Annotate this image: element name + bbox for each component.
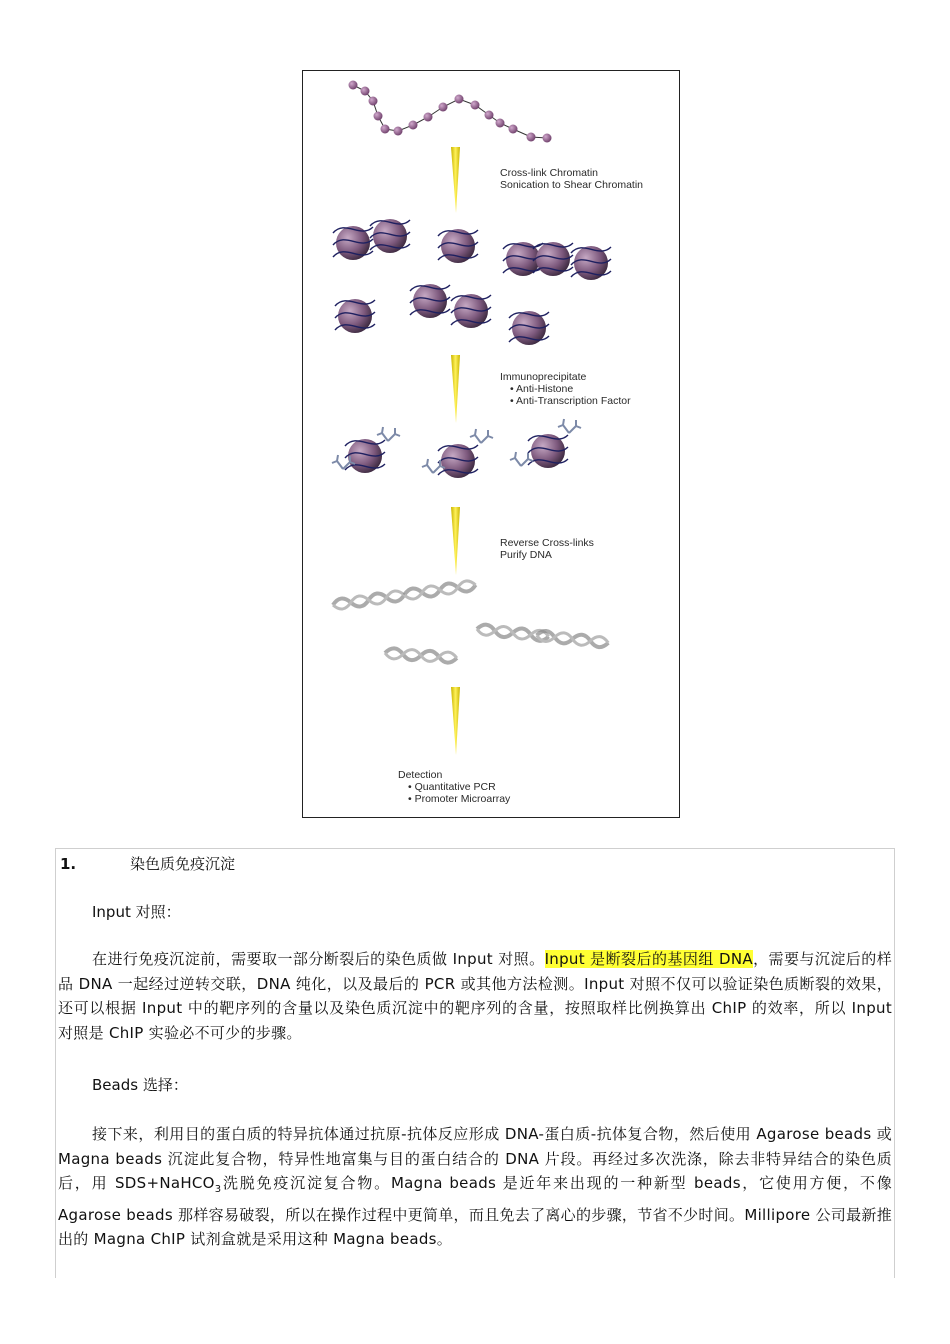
section-text-box <box>55 848 895 1278</box>
step3-line1: Reverse Cross-links <box>500 537 594 549</box>
input-paragraph <box>58 947 892 1045</box>
beads-para-subscript: 3 <box>214 1184 222 1195</box>
step2-line2: • Anti-Histone <box>510 383 574 395</box>
beads-heading: Beads 选择： <box>92 1076 188 1094</box>
input-para-part2: ，需要与沉淀后的样品 DNA 一起经过逆转交联，DNA 纯化，以及最后的 PCR 或其他方法检测。Input 对照不仅可以验证染色质断裂的效果，还可以根据 Input 中的靶序列的含量以及染色质沉淀中的靶序列的含量，按照取样比例换算出 ChIP 的效率，所以 Input 对照是 ChIP 实验必不可少的步骤。 <box>58 950 893 1042</box>
beads-para-part2: 洗脱免疫沉淀复合物。Magna beads 是近年来出现的一种新型 beads，它使用方便，不像 Agarose beads 那样容易破裂，所以在操作过程中更简单，而且免去了离心的步骤，节省不少时间。Millipore 公司最新推出的 Magna ChIP 试剂盒就是采用这种 Magna beads。 <box>58 1174 892 1248</box>
step4-line1: Detection <box>398 769 443 781</box>
input-para-part1: 在进行免疫沉淀前，需要取一部分断裂后的染色质做 Input 对照。 <box>92 950 545 968</box>
section-number: 1. <box>60 855 77 873</box>
step1-line2: Sonication to Shear Chromatin <box>500 179 643 191</box>
section-heading <box>60 853 235 874</box>
beads-para-part1: 接下来，利用目的蛋白质的特异抗体通过抗原-抗体反应形成 DNA-蛋白质-抗体复合物，然后使用 Agarose beads 或 Magna beads 沉淀此复合物，特异性地富集与目的蛋白结合的 DNA 片段。再经过多次洗涤，除去非特异结合的染色质后，用 SDS+NaHCO <box>58 1125 892 1192</box>
step1-line1: Cross-link Chromatin <box>500 167 599 179</box>
step4-line3: • Promoter Microarray <box>408 793 511 805</box>
step2-line1: Immunoprecipitate <box>500 371 587 383</box>
step2-line3: • Anti-Transcription Factor <box>510 395 631 407</box>
step4-line2: • Quantitative PCR <box>408 781 496 793</box>
input-para-highlight: Input 是断裂后的基因组 DNA <box>544 950 753 968</box>
beads-paragraph <box>58 1122 892 1252</box>
step3-line2: Purify DNA <box>500 549 552 561</box>
section-title: 染色质免疫沉淀 <box>130 855 236 873</box>
chip-workflow-figure <box>302 70 680 818</box>
input-heading: Input 对照： <box>92 903 181 921</box>
